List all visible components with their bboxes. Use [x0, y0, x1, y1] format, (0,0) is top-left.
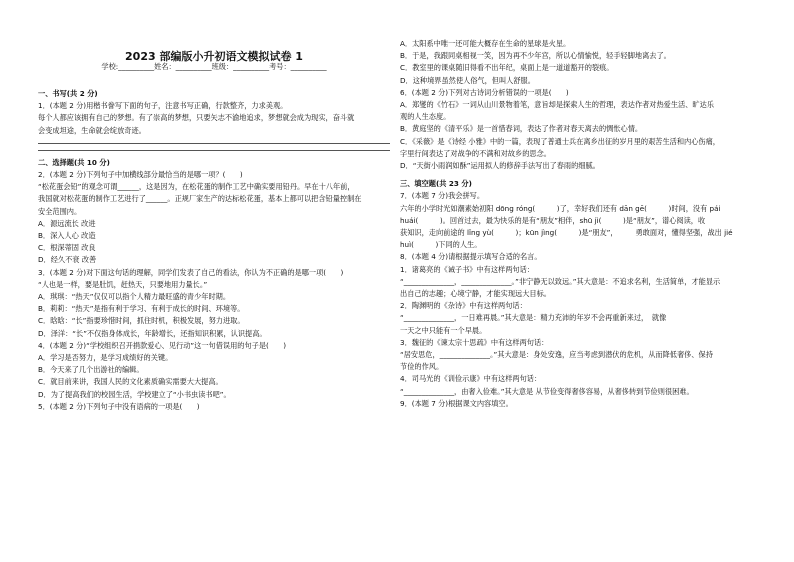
text-line: A．郑燮的《竹石》一词从山川景物着笔，意旨却是探索人生的哲理，表达作者对热爱生活、旷达乐 — [400, 100, 714, 110]
text-line: “______________，______________。”非宁静无以致远。”其大意是：不追求名利，生活简单，才能显示 — [400, 276, 721, 286]
answer-writing-line — [38, 143, 390, 144]
text-line: 六年的小学时光如潮素始初阳 dōng róng( )了，幸好我们还有 dān gē( )时间，没有 pái — [400, 203, 721, 213]
text-line: “松花蛋会铅”的观念可谓______，这是因为，在松花蛋的制作工艺中确实要用铅丹。早在十八年前， — [38, 182, 355, 192]
text-line: “人也是一样，要是肚饥，赶热天，只要地用力量长。” — [38, 279, 208, 289]
text-line: C．根深蒂固 改良 — [38, 243, 96, 253]
text-line: B．今天来了几个出游社的编辑。 — [38, 365, 144, 375]
text-line: D．经久不衰 改善 — [38, 255, 97, 265]
text-line: 1．诸葛亮的《诫子书》中有这样两句话： — [400, 264, 534, 274]
text-line: A．琪琪：“热天”仅仅可以指个人精力最旺盛的青少年时期。 — [38, 292, 231, 302]
text-line: huái( )。回首过去，最为快乐的是有“朋友”相伴，shū jì( )是“朋友”，谱心阅读，收 — [400, 215, 706, 225]
text-line: D．这种境界虽然使人俗气，但叫人舒服。 — [400, 75, 535, 85]
text-line: 5．(本题 2 分)下列句子中没有语病的一项是( ) — [38, 401, 200, 411]
text-line: “______________，由奢入俭难。”其大意是 从节俭变得奢侈容易，从奢侈转到节俭则很困难。 — [400, 386, 694, 396]
text-line: “______________，一日难再晨。”其大意是：精力充沛的年岁不会再重新来过， 就像 — [400, 313, 667, 323]
text-line: A．太阳系中唯一还可能大概存在生命的星球是火星。 — [400, 39, 571, 48]
text-line: C．晗晗：“长”指要珍惜时间，抓住时机，积极发展，努力进取。 — [38, 316, 245, 326]
text-line: 9．(本题 7 分)根据课文内容填空。 — [400, 398, 513, 408]
text-line: 我国就对松花蛋的制作工艺进行了______。正规厂家生产的达标松花蛋，基本上都可以把含铅量控制在 — [38, 194, 362, 204]
text-line: 出自己的志趣；心境宁静，才能实现远大目标。 — [400, 289, 551, 299]
text-line: 获知识，走向前途的 lǐng yù( )；kūn jìng( )是“朋友”， 勇敢面对，懂得坚强，战出 jié — [400, 228, 733, 238]
text-line: 4．(本题 2 分)“学校组织召开捐款爱心、见行动”这一句借误用的句子是( ) — [38, 340, 287, 350]
text-line: C．《采薇》是《诗经 小雅》中的一篇，表现了普通士兵在离乡出征的岁月里的艰苦生活和内心伤痛， — [400, 136, 720, 146]
text-line: D．为了提高我们的校园生活，学校建立了“小书虫读书吧”。 — [38, 389, 231, 399]
text-line: 会变成坦途，生命就会绽放奇迹。 — [38, 125, 146, 135]
student-info-line: 学校:__________姓名：__________班级：__________考号：__________ — [101, 62, 327, 71]
text-line: 1．(本题 2 分)用楷书誊写下面的句子，注意书写正确，行款整齐，力求美观。 — [38, 101, 288, 111]
text-line: 安全范围内。 — [38, 206, 82, 216]
text-line: C．教室里的课桌随旧得看不出年纪，桌面上是一道道豁开的裂痕。 — [400, 63, 614, 73]
section-heading: 一、书写(共 2 分) — [38, 89, 98, 98]
text-line: 观的人生态度。 — [400, 112, 451, 122]
text-line: 2．陶渊明的《杂诗》中有这样两句话： — [400, 301, 527, 311]
text-line: 8．(本题 4 分)请根据提示填写合适的名言。 — [400, 252, 542, 262]
left-column — [38, 82, 390, 413]
exam-title: 2023 部编版小升初语文模拟试卷 1 — [125, 50, 303, 63]
text-line: 字里行间表达了对战争的不满和对故乡的思念。 — [400, 148, 551, 158]
text-line: D．泽洋：“长”不仅指身体成长，年龄增长，还指知识积累，认识提高。 — [38, 328, 267, 338]
text-line: B．深入人心 改造 — [38, 231, 96, 241]
text-line: B．于是，我跟同桌相视一笑，因为再不少年宫，所以心情愉悦，轻手轻脚地离去了。 — [400, 51, 671, 61]
text-line: 2．(本题 2 分)下列句子中加横线部分最恰当的是哪一项？( ) — [38, 170, 243, 180]
text-line: B．黄庭坚的《清平乐》是一首惜春词，表达了作者对春天离去的惆怅心情。 — [400, 124, 643, 134]
text-line: A．学习是否努力，是学习成绩好的关键。 — [38, 353, 173, 363]
section-heading: 三、填空题(共 23 分) — [400, 179, 472, 189]
text-line: A．源远流长 改进 — [38, 218, 96, 228]
text-line: D．“天街小雨润如酥”运用拟人的修辞手法写出了春雨的细腻。 — [400, 161, 600, 171]
answer-writing-line — [38, 150, 390, 151]
text-line: huì( )下同的人生。 — [400, 240, 482, 250]
text-line: 6．(本题 2 分)下列对古诗词分析错误的一项是( ) — [400, 87, 569, 97]
text-line: 一天之中只能有一个早晨。 — [400, 325, 487, 335]
text-line: B．莉莉：“热天”是指有利于学习、有利于成长的时间、环境等。 — [38, 304, 245, 314]
text-line: 3．魏征的《谏太宗十思疏》中有这样两句话： — [400, 337, 549, 347]
text-line: “居安思危，______________。”其大意是：身处安逸，应当考虑到潜伏的危机，从而降低奢侈、保持 — [400, 350, 713, 360]
text-line: 3．(本题 2 分)对下面这句话的理解，同学们发表了自己的看法，你认为不正确的是哪一项( ) — [38, 267, 344, 277]
section-heading: 二、选择题(共 10 分) — [38, 157, 110, 167]
right-column — [400, 38, 752, 410]
text-line: 4．司马光的《训俭示康》中有这样两句话： — [400, 374, 542, 384]
text-line: 7．(本题 7 分)我会拼写。 — [400, 191, 485, 201]
text-line: C．就目前来讲，我国人民的文化素质确实需要大大提高。 — [38, 377, 223, 387]
text-line: 每个人都应该拥有自己的梦想。有了崇高的梦想，只要矢志不渝地追求，梦想就会成为现实，奋斗就 — [38, 113, 355, 123]
text-line: 节俭的作风。 — [400, 362, 444, 372]
